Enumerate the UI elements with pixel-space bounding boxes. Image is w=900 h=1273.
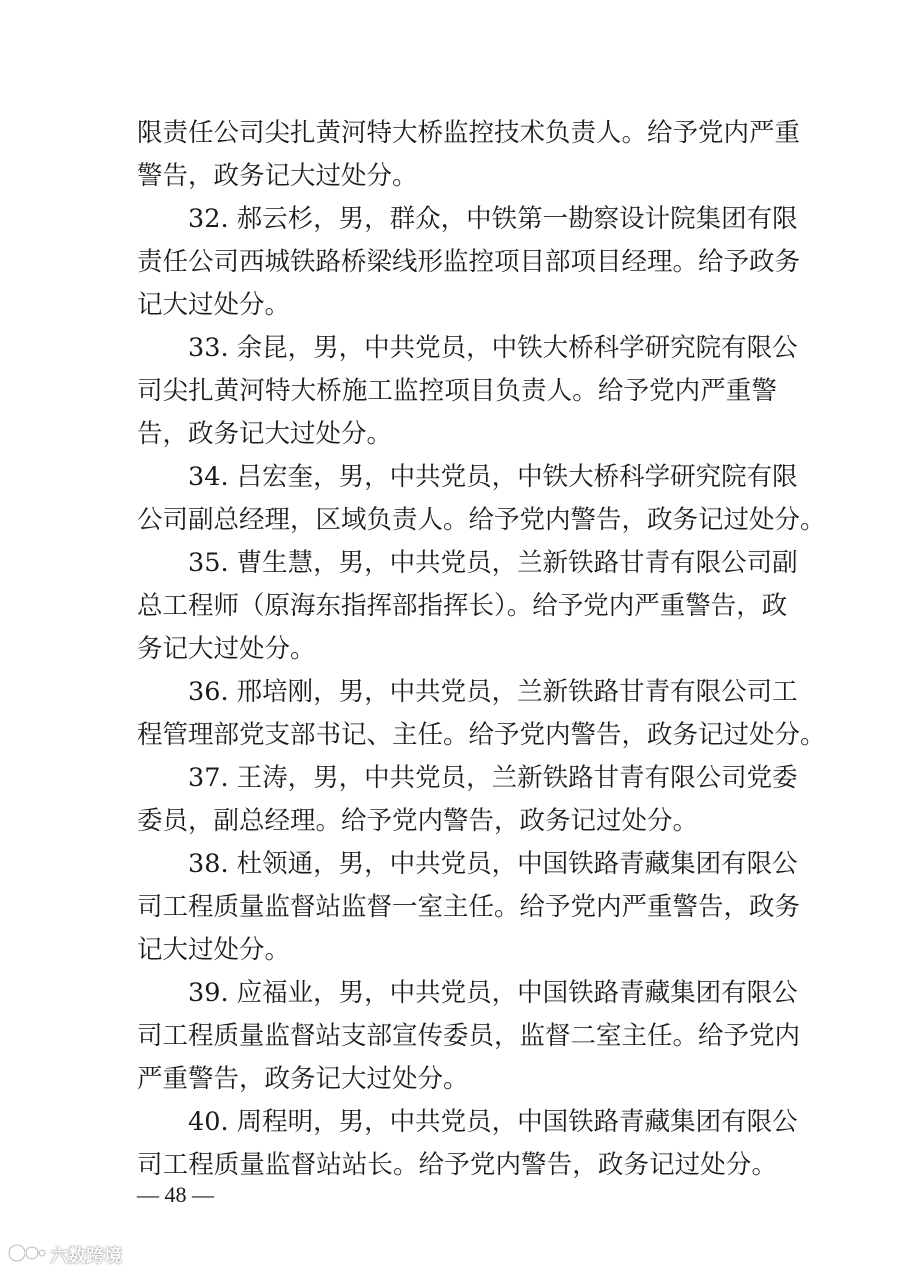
watermark: [6, 1242, 122, 1268]
text-line: 警告，政务记大过处分。: [137, 161, 418, 191]
text-line: 限责任公司尖扎黄河特大桥监控技术负责人。给予党内严重: [137, 118, 801, 148]
text-line: 严重警告，政务记大过处分。: [137, 1064, 469, 1094]
text-line: 程管理部党支部书记、主任。给予党内警告，政务记过处分。: [137, 720, 826, 750]
page-number: — 48 —: [137, 1182, 214, 1207]
logo-icon: [6, 1242, 46, 1268]
text-line: 32. 郝云杉，男，群众，中铁第一勘察设计院集团有限: [188, 204, 798, 234]
text-line: 司工程质量监督站支部宣传委员，监督二室主任。给予党内: [137, 1021, 801, 1051]
text-line: 责任公司西城铁路桥梁线形监控项目部项目经理。给予政务: [137, 247, 801, 277]
text-line: 司工程质量监督站站长。给予党内警告，政务记过处分。: [137, 1150, 777, 1180]
text-line: 告，政务记大过处分。: [137, 419, 393, 449]
text-line: 总工程师（原海东指挥部指挥长）。给予党内严重警告，政: [137, 591, 788, 621]
text-line: 39. 应福业，男，中共党员，中国铁路青藏集团有限公: [188, 978, 798, 1008]
text-line: 35. 曹生慧，男，中共党员，兰新铁路甘青有限公司副: [188, 548, 798, 578]
watermark-text: 六数跨境: [50, 1246, 122, 1267]
text-line: 33. 余昆，男，中共党员，中铁大桥科学研究院有限公: [188, 333, 798, 363]
text-line: 公司副总经理，区域负责人。给予党内警告，政务记过处分。: [137, 505, 826, 535]
text-line: 34. 吕宏奎，男，中共党员，中铁大桥科学研究院有限: [188, 462, 798, 492]
text-line: 36. 邢培刚，男，中共党员，兰新铁路甘青有限公司工: [188, 677, 798, 707]
text-line: 38. 杜领通，男，中共党员，中国铁路青藏集团有限公: [188, 849, 798, 879]
text-line: 记大过处分。: [137, 290, 291, 320]
text-line: 记大过处分。: [137, 935, 291, 965]
text-line: 委员，副总经理。给予党内警告，政务记过处分。: [137, 806, 699, 836]
text-line: 司尖扎黄河特大桥施工监控项目负责人。给予党内严重警: [137, 376, 777, 406]
text-line: 务记大过处分。: [137, 634, 316, 664]
text-line: 37. 王涛，男，中共党员，兰新铁路甘青有限公司党委: [188, 763, 798, 793]
text-line: 40. 周程明，男，中共党员，中国铁路青藏集团有限公: [188, 1107, 798, 1137]
text-line: 司工程质量监督站监督一室主任。给予党内严重警告，政务: [137, 892, 801, 922]
